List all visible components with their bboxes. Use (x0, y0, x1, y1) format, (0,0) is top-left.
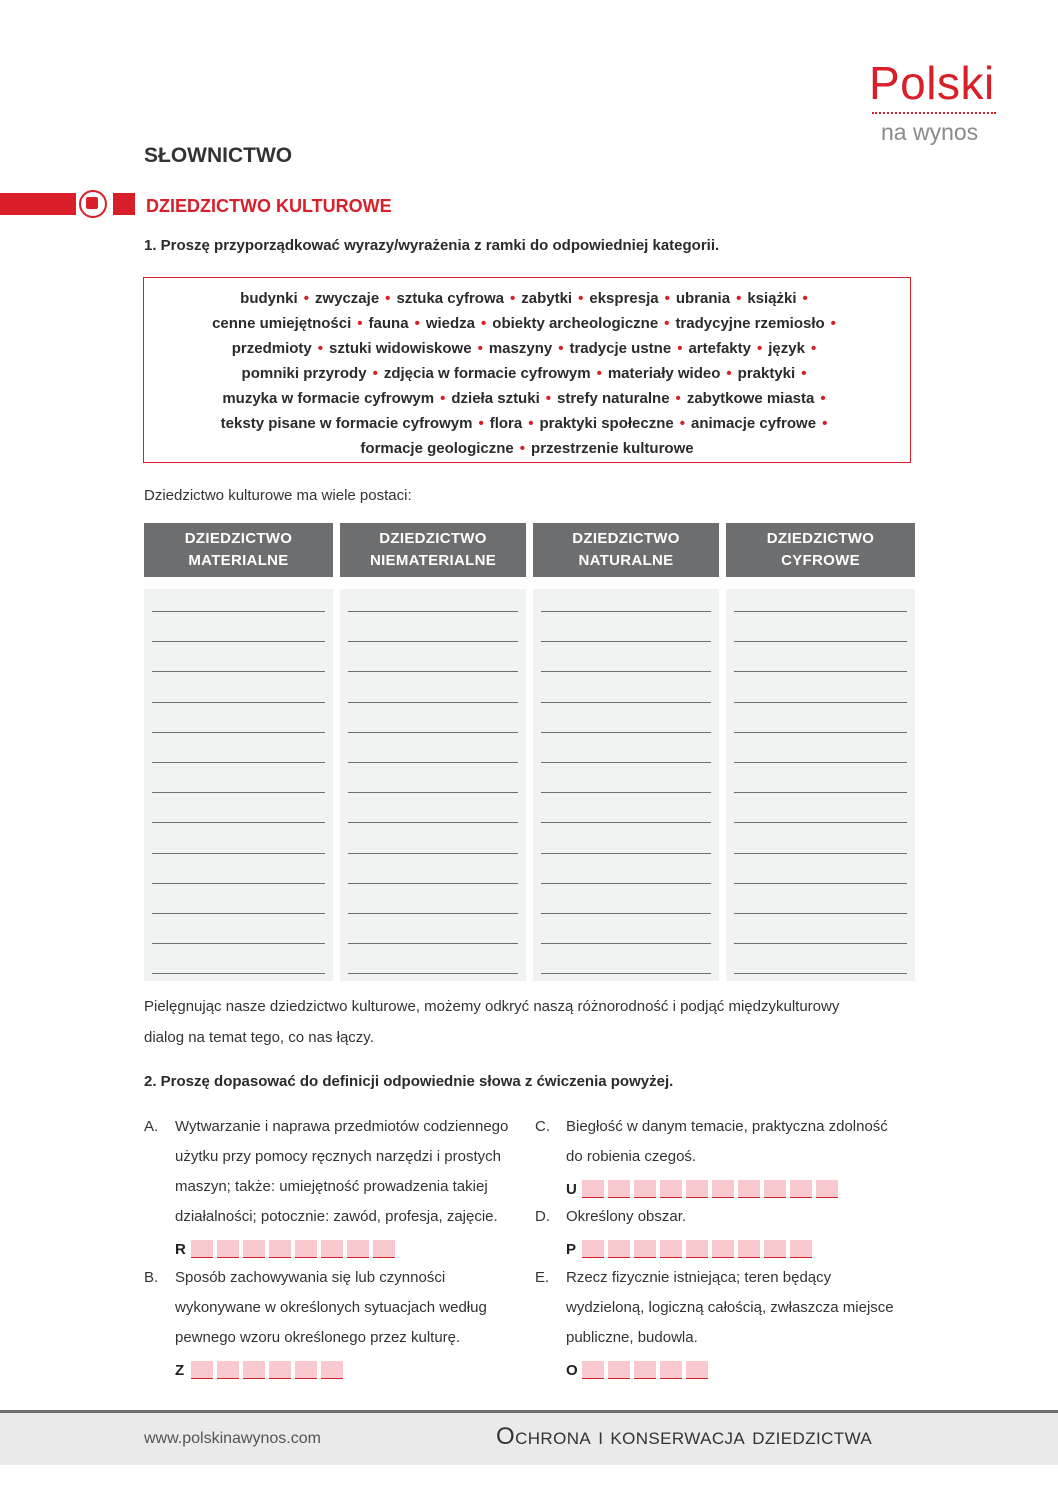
wordbox-term: tradycje ustne (569, 340, 672, 357)
definition-line: maszyn; także: umiejętność prowadzenia takiej (175, 1178, 488, 1195)
letter-blank[interactable] (373, 1240, 395, 1258)
answer-field-d[interactable] (566, 1236, 816, 1258)
exercise-label: C. (535, 1118, 550, 1135)
bullet-separator-icon: • (810, 340, 817, 357)
writing-line (734, 883, 907, 884)
writing-line (734, 641, 907, 642)
wordbox-term: sztuka cyfrowa (396, 290, 504, 307)
writing-line (152, 913, 325, 914)
letter-blank[interactable] (243, 1240, 265, 1258)
bullet-separator-icon: • (596, 365, 602, 382)
letter-blank[interactable] (608, 1361, 630, 1379)
writing-line (541, 671, 711, 672)
letter-blank[interactable] (582, 1180, 604, 1198)
bullet-separator-icon: • (519, 440, 526, 457)
column-header-digital (726, 523, 915, 577)
answer-start-letter: O (566, 1362, 578, 1379)
writing-line (348, 943, 518, 944)
bullet-separator-icon: • (822, 415, 828, 432)
writing-line (734, 973, 907, 974)
letter-blank[interactable] (295, 1361, 317, 1379)
letter-blank[interactable] (217, 1361, 239, 1379)
writing-line (152, 611, 325, 612)
answer-start-letter: R (175, 1241, 186, 1258)
letter-blank[interactable] (269, 1240, 291, 1258)
wordbox-term: strefy naturalne (557, 390, 670, 407)
answer-start-letter: P (566, 1241, 577, 1258)
wordbox-term: język (768, 340, 805, 357)
wordbox-term: artefakty (688, 340, 751, 357)
wordbox-term: przedmioty (231, 340, 312, 357)
letter-blank[interactable] (347, 1240, 369, 1258)
logo-subtitle: na wynos (881, 119, 979, 145)
letter-blank[interactable] (582, 1240, 604, 1258)
writing-line (541, 853, 711, 854)
wordbox-term: cenne umiejętności (212, 315, 352, 332)
wordbox-line (166, 436, 888, 461)
writing-line (348, 641, 518, 642)
wordbox-term: obiekty archeologiczne (492, 315, 659, 332)
wordbox-term: maszyny (488, 340, 553, 357)
exercise-label: E. (535, 1269, 550, 1286)
letter-blank[interactable] (712, 1180, 734, 1198)
word-box (143, 277, 911, 463)
bullet-separator-icon: • (820, 390, 826, 407)
letter-blank[interactable] (790, 1180, 812, 1198)
bullet-separator-icon: • (578, 290, 584, 307)
definition-line: wykonywane w określonych sytuacjach według (175, 1299, 487, 1316)
logo-dotted-divider (872, 112, 996, 114)
wordbox-term: zabytkowe miasta (686, 390, 815, 407)
wordbox-line (166, 286, 888, 311)
writing-line (152, 973, 325, 974)
column-header-line1: DZIEDZICTWO (572, 530, 680, 547)
exercise-label: A. (144, 1118, 159, 1135)
writing-line (541, 611, 711, 612)
writing-line (152, 702, 325, 703)
bullet-separator-icon: • (509, 290, 516, 307)
letter-blank[interactable] (582, 1361, 604, 1379)
letter-blank[interactable] (634, 1180, 656, 1198)
footer-url[interactable]: www.polskinawynos.com (144, 1430, 321, 1447)
writing-line (734, 943, 907, 944)
writing-line (152, 762, 325, 763)
writing-line (541, 641, 711, 642)
letter-blank[interactable] (608, 1240, 630, 1258)
section-accent-square (113, 193, 135, 215)
column-header-line2: CYFROWE (781, 552, 860, 569)
exercise-label: B. (144, 1269, 159, 1286)
definition-line: do robienia czegoś. (566, 1148, 697, 1165)
bullet-separator-icon: • (317, 340, 324, 357)
writing-line (152, 641, 325, 642)
letter-blank[interactable] (321, 1240, 343, 1258)
wordbox-term: animacje cyfrowe (691, 415, 817, 432)
letter-blank[interactable] (764, 1180, 786, 1198)
wordbox-term: wiedza (425, 315, 476, 332)
column-header-material (144, 523, 333, 577)
column-header-line1: DZIEDZICTWO (766, 530, 875, 547)
writing-line (348, 973, 518, 974)
letter-blank[interactable] (634, 1240, 656, 1258)
bullet-separator-icon: • (558, 340, 564, 357)
definition-line: Wytwarzanie i naprawa przedmiotów codziennego (175, 1118, 509, 1135)
bullet-separator-icon: • (372, 365, 378, 382)
footer-title: Ochrona i konserwacja dziedzictwa (496, 1423, 873, 1450)
writing-line (541, 883, 711, 884)
wordbox-term: przestrzenie kulturowe (531, 440, 694, 457)
badge-inner-icon (86, 197, 98, 209)
writing-line (734, 702, 907, 703)
letter-blank[interactable] (608, 1180, 630, 1198)
bullet-separator-icon: • (478, 415, 484, 432)
letter-blank[interactable] (217, 1240, 239, 1258)
wordbox-term: fauna (368, 315, 409, 332)
writing-line (734, 853, 907, 854)
wordbox-term: ekspresja (589, 290, 659, 307)
task2-instruction: 2. Proszę dopasować do definicji odpowiednie słowa z ćwiczenia powyżej. (144, 1073, 674, 1090)
page-title: SŁOWNICTWO (144, 144, 293, 167)
bullet-separator-icon: • (357, 315, 363, 332)
exercise-definition-a (175, 1112, 530, 1232)
section-title: DZIEDZICTWO KULTUROWE (146, 196, 392, 216)
wordbox-term: muzyka w formacie cyfrowym (222, 390, 435, 407)
definition-line: Określony obszar. (566, 1208, 687, 1225)
answer-field-c[interactable] (566, 1176, 842, 1198)
wordbox-line (166, 361, 888, 386)
definition-line: użytku przy pomocy ręcznych narzędzi i prostych (175, 1148, 501, 1165)
letter-blank[interactable] (191, 1240, 213, 1258)
writing-line (348, 853, 518, 854)
wordbox-term: teksty pisane w formacie cyfrowym (220, 415, 473, 432)
answer-column-material[interactable] (144, 589, 333, 981)
definition-line: Sposób zachowywania się lub czynności (175, 1269, 446, 1286)
bullet-separator-icon: • (477, 340, 483, 357)
letter-blank[interactable] (634, 1361, 656, 1379)
wordbox-term: zdjęcia w formacie cyfrowym (383, 365, 591, 382)
column-header-line1: DZIEDZICTWO (184, 530, 293, 547)
column-header-line1: DZIEDZICTWO (379, 530, 487, 547)
letter-blank[interactable] (269, 1361, 291, 1379)
wordbox-term: praktyki (737, 365, 796, 382)
writing-line (541, 732, 711, 733)
writing-line (348, 702, 518, 703)
writing-line (541, 702, 711, 703)
wordbox-term: pomniki przyrody (241, 365, 367, 382)
column-header-natural (533, 523, 719, 577)
letter-blank[interactable] (790, 1240, 812, 1258)
bullet-separator-icon: • (802, 290, 808, 307)
bullet-separator-icon: • (528, 415, 534, 432)
letter-blank[interactable] (660, 1361, 682, 1379)
letter-blank[interactable] (295, 1240, 317, 1258)
letter-blank[interactable] (191, 1361, 213, 1379)
letter-blank[interactable] (686, 1361, 708, 1379)
bullet-separator-icon: • (440, 390, 446, 407)
writing-line (734, 792, 907, 793)
writing-line (152, 732, 325, 733)
column-header-line2: MATERIALNE (188, 552, 289, 569)
wordbox-term: zabytki (521, 290, 573, 307)
writing-line (348, 671, 518, 672)
writing-line (541, 792, 711, 793)
bullet-separator-icon: • (679, 415, 685, 432)
exercise-definition-e (566, 1263, 921, 1353)
definition-line: wydzieloną, logiczną całością, zwłaszcza miejsce (566, 1299, 894, 1316)
writing-line (348, 792, 518, 793)
writing-line (348, 883, 518, 884)
writing-line (152, 792, 325, 793)
writing-line (734, 732, 907, 733)
answer-column-intangible[interactable] (340, 589, 526, 981)
bullet-separator-icon: • (385, 290, 391, 307)
writing-line (541, 822, 711, 823)
writing-line (152, 943, 325, 944)
letter-blank[interactable] (738, 1240, 760, 1258)
bullet-separator-icon: • (675, 390, 681, 407)
paragraph-line: Pielęgnując nasze dziedzictwo kulturowe, możemy odkryć naszą różnorodność i podjąć międzykulturowy (144, 998, 840, 1015)
writing-line (541, 943, 711, 944)
bullet-separator-icon: • (736, 290, 742, 307)
answer-column-digital[interactable] (726, 589, 915, 981)
writing-line (348, 762, 518, 763)
paragraph-line: dialog na temat tego, co nas łączy. (144, 1029, 374, 1046)
bullet-separator-icon: • (303, 290, 309, 307)
writing-line (734, 671, 907, 672)
bullet-separator-icon: • (677, 340, 683, 357)
letter-blank[interactable] (686, 1180, 708, 1198)
writing-line (348, 913, 518, 914)
exercise-label: D. (535, 1208, 550, 1225)
writing-line (152, 671, 325, 672)
wordbox-term: tradycyjne rzemiosło (675, 315, 825, 332)
wordbox-term: dzieła sztuki (451, 390, 540, 407)
wordbox-line (166, 311, 888, 336)
wordbox-line (166, 411, 888, 436)
wordbox-term: materiały wideo (607, 365, 721, 382)
wordbox-line (166, 336, 888, 361)
answer-start-letter: U (566, 1181, 577, 1198)
column-header-line2: NATURALNE (578, 552, 674, 569)
column-header-intangible (340, 523, 526, 577)
logo-polski: Polski (869, 57, 995, 109)
writing-line (734, 822, 907, 823)
writing-line (541, 762, 711, 763)
bullet-separator-icon: • (481, 315, 487, 332)
wordbox-term: sztuki widowiskowe (329, 340, 472, 357)
bullet-separator-icon: • (801, 365, 807, 382)
writing-line (348, 732, 518, 733)
writing-line (152, 853, 325, 854)
wordbox-term: książki (747, 290, 797, 307)
letter-blank[interactable] (660, 1180, 682, 1198)
writing-line (348, 611, 518, 612)
bullet-separator-icon: • (414, 315, 420, 332)
answer-field-b[interactable] (175, 1357, 347, 1379)
answer-field-a[interactable] (175, 1236, 399, 1258)
task1-instruction: 1. Proszę przyporządkować wyrazy/wyrażenia z ramki do odpowiedniej kategorii. (144, 237, 720, 254)
bullet-separator-icon: • (726, 365, 732, 382)
writing-line (541, 973, 711, 974)
bullet-separator-icon: • (757, 340, 763, 357)
writing-line (734, 611, 907, 612)
wordbox-term: flora (489, 415, 523, 432)
wordbox-line (166, 386, 888, 411)
section-accent-bar (0, 193, 76, 215)
definition-line: publiczne, budowla. (566, 1329, 698, 1346)
letter-blank[interactable] (712, 1240, 734, 1258)
wordbox-term: formacje geologiczne (360, 440, 514, 457)
wordbox-term: praktyki społeczne (539, 415, 674, 432)
definition-line: działalności; potocznie: zawód, profesja, zajęcie. (175, 1208, 498, 1225)
definition-line: pewnego wzoru określonego przez kulturę. (175, 1329, 461, 1346)
writing-line (348, 822, 518, 823)
answer-column-natural[interactable] (533, 589, 719, 981)
definition-line: Rzecz fizycznie istniejąca; teren będący (566, 1269, 832, 1286)
bullet-separator-icon: • (664, 315, 670, 332)
bullet-separator-icon: • (830, 315, 836, 332)
answer-field-e[interactable] (566, 1357, 712, 1379)
definition-line: Biegłość w danym temacie, praktyczna zdolność (566, 1118, 888, 1135)
writing-line (152, 822, 325, 823)
letter-blank[interactable] (816, 1180, 838, 1198)
writing-line (541, 913, 711, 914)
wordbox-term: budynki (240, 290, 298, 307)
letter-blank[interactable] (764, 1240, 786, 1258)
letter-blank[interactable] (660, 1240, 682, 1258)
exercise-definition-c (566, 1112, 921, 1172)
intro-text: Dziedzictwo kulturowe ma wiele postaci: (144, 487, 412, 504)
bullet-separator-icon: • (664, 290, 670, 307)
column-header-line2: NIEMATERIALNE (369, 552, 497, 569)
letter-blank[interactable] (686, 1240, 708, 1258)
writing-line (734, 762, 907, 763)
exercise-definition-d (566, 1202, 921, 1232)
letter-blank[interactable] (243, 1361, 265, 1379)
writing-line (734, 913, 907, 914)
exercise-definition-b (175, 1263, 530, 1353)
letter-blank[interactable] (321, 1361, 343, 1379)
writing-line (152, 883, 325, 884)
letter-blank[interactable] (738, 1180, 760, 1198)
bullet-separator-icon: • (545, 390, 551, 407)
wordbox-term: ubrania (675, 290, 731, 307)
answer-start-letter: Z (175, 1362, 185, 1379)
wordbox-term: zwyczaje (314, 290, 380, 307)
